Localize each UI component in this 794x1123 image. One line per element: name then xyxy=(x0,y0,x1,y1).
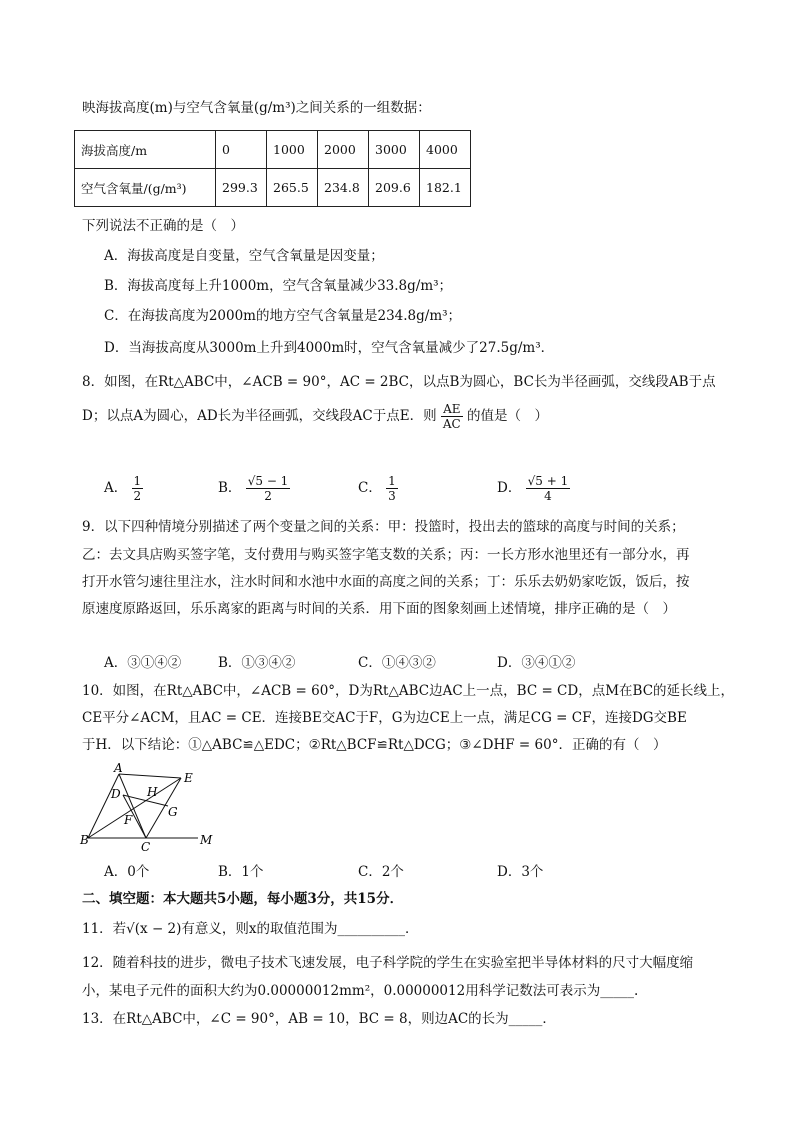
q8-line2-text-b: 的值是（ ） xyxy=(467,408,549,424)
option-label: A． xyxy=(104,480,128,496)
option-fraction xyxy=(526,474,571,503)
label-f: F xyxy=(124,813,133,827)
label-m: M xyxy=(200,833,213,847)
table-cell: 234.8 xyxy=(318,169,369,207)
label-d: D xyxy=(111,787,121,801)
q9-line1: 9．以下四种情境分别描述了两个变量之间的关系：甲：投篮时，投出去的篮球的高度与时间的关系； xyxy=(82,519,685,535)
option-label: B． xyxy=(218,480,242,496)
fraction-numerator: 1 xyxy=(388,474,396,488)
table-cell: 209.6 xyxy=(369,169,420,207)
q10-option-d: D．3个 xyxy=(497,864,544,880)
q9-line3: 打开水管匀速往里注水，注水时间和水池中水面的高度之间的关系；丁：乐乐去奶奶家吃饭，饭后，按 xyxy=(82,574,690,590)
fraction-numerator: AE xyxy=(441,402,463,417)
table-cell: 299.3 xyxy=(216,169,267,207)
altitude-oxygen-table xyxy=(74,130,471,207)
table-cell: 2000 xyxy=(318,131,369,169)
table-row xyxy=(75,131,471,169)
fraction-denominator: 2 xyxy=(133,489,142,503)
q8-line2-text-a: D；以点A为圆心，AD长为半径画弧，交线段AC于点E．则 xyxy=(82,408,437,424)
fraction-numerator: √5 − 1 xyxy=(247,474,289,488)
q10-line3: 于H．以下结论：①△ABC≌△EDC；②Rt△BCF≌Rt△DCG；③∠DHF = 60°．正确的有（ ） xyxy=(82,737,667,753)
segment-ac xyxy=(119,774,146,838)
q8-line1: 8．如图，在Rt△ABC中，∠ACB = 90°，AC = 2BC，以点B为圆心，BC长为半径画弧，交线段AB于点 xyxy=(82,374,716,390)
table-row xyxy=(75,169,471,207)
option-label: C． xyxy=(358,480,382,496)
q10-line1: 10．如图，在Rt△ABC中，∠ACB = 60°，D为Rt△ABC边AC上一点，BC = CD，点M在BC的延长线上， xyxy=(82,683,735,699)
table-cell: 3000 xyxy=(369,131,420,169)
q9-line4: 原速度原路返回，乐乐离家的距离与时间的关系．用下面的图象刻画上述情境，排序正确的是（ ） xyxy=(82,601,676,617)
fraction-numerator: 1 xyxy=(133,474,142,488)
table-cell: 1000 xyxy=(267,131,318,169)
q12-line1: 12．随着科技的进步，微电子技术飞速发展，电子科学院的学生在实验室把半导体材料的尺寸大幅度缩 xyxy=(82,955,694,971)
q8-option-d xyxy=(497,474,570,503)
q8-option-b xyxy=(218,474,290,503)
option-fraction xyxy=(132,474,144,503)
label-h: H xyxy=(147,785,158,799)
label-e: E xyxy=(184,771,193,785)
q10-geometry-figure xyxy=(78,760,228,852)
q8-fraction xyxy=(441,402,463,431)
q7-option-b: B．海拔高度每上升1000m，空气含氧量减少33.8g/m³； xyxy=(104,278,453,294)
option-fraction xyxy=(246,474,291,503)
label-c: C xyxy=(141,840,151,852)
row-header: 空气含氧量/(g/m³) xyxy=(75,169,216,207)
q8-option-a xyxy=(104,474,143,503)
q13: 13．在Rt△ABC中，∠C = 90°，AB = 10，BC = 8，则边AC的长为_____． xyxy=(82,1011,556,1027)
q7-option-d: D．当海拔高度从3000m上升到4000m时，空气含氧量减少了27.5g/m³． xyxy=(104,340,555,356)
fraction-denominator: AC xyxy=(442,417,461,431)
q12-line2: 小，某电子元件的面积大约为0.00000012mm²，0.00000012用科学记数法可表示为_____. xyxy=(82,983,639,999)
segment-ae xyxy=(119,774,181,778)
row-header: 海拔高度/m xyxy=(75,131,216,169)
q10-option-b: B．1个 xyxy=(218,864,264,880)
q7-option-c: C．在海拔高度为2000m的地方空气含氧量是234.8g/m³； xyxy=(104,308,462,324)
table-cell: 4000 xyxy=(420,131,471,169)
table-cell: 265.5 xyxy=(267,169,318,207)
q9-option-c: C．①④③② xyxy=(358,655,436,671)
q9-option-b: B．①③④② xyxy=(218,655,296,671)
fraction-denominator: 3 xyxy=(388,489,396,503)
q9-option-d: D．③④①② xyxy=(497,655,576,671)
table-cell: 182.1 xyxy=(420,169,471,207)
table-intro: 映海拔高度(m)与空气含氧量(g/m³)之间关系的一组数据： xyxy=(82,100,431,116)
fraction-denominator: 2 xyxy=(264,489,272,503)
option-fraction xyxy=(386,474,398,503)
table-cell: 0 xyxy=(216,131,267,169)
q10-option-c: C．2个 xyxy=(358,864,404,880)
label-g: G xyxy=(168,805,178,819)
label-b: B xyxy=(80,833,89,847)
q10-option-a: A．0个 xyxy=(104,864,150,880)
fraction-denominator: 4 xyxy=(544,489,552,503)
q7-stem: 下列说法不正确的是（ ） xyxy=(82,218,244,234)
option-label: D． xyxy=(497,480,522,496)
q8-option-c xyxy=(358,474,398,503)
section-heading: 二、填空题：本大题共5小题，每小题3分，共15分． xyxy=(82,891,404,907)
q10-line2: CE平分∠ACM，且AC = CE．连接BE交AC于F，G为边CE上一点，满足CG = CF，连接DG交BE xyxy=(82,710,687,726)
q7-option-a: A．海拔高度是自变量，空气含氧量是因变量； xyxy=(104,248,384,264)
fraction-numerator: √5 + 1 xyxy=(527,474,569,488)
q9-option-a: A．③①④② xyxy=(104,655,182,671)
label-a: A xyxy=(114,761,123,775)
q8-line2 xyxy=(82,398,548,434)
q9-line2: 乙：去文具店购买签字笔，支付费用与购买签字笔支数的关系；丙：一长方形水池里还有一部分水，再 xyxy=(82,547,690,563)
q11: 11．若√(x − 2)有意义，则x的取值范围为__________． xyxy=(82,921,419,937)
